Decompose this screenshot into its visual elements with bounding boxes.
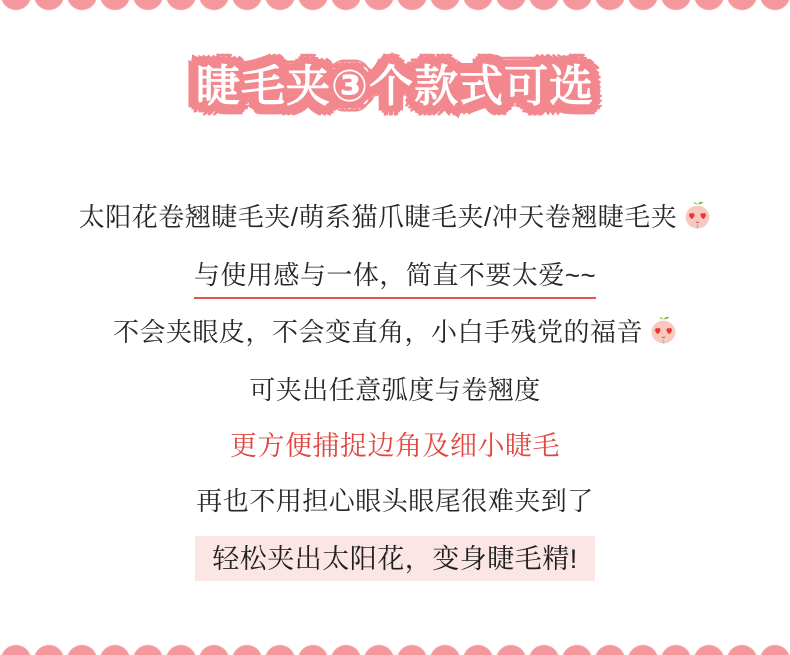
- scallop-border-top: [0, 0, 790, 13]
- highlight-slogan: 轻松夹出太阳花，变身睫毛精!: [195, 536, 595, 581]
- desc-line-styles-text: 太阳花卷翘睫毛夹/萌系猫爪睫毛夹/冲天卷翘睫毛夹: [78, 202, 678, 232]
- title-row: [0, 52, 790, 122]
- desc-line-corner: [0, 429, 790, 463]
- desc-line-feel-text: 与使用感与一体，简直不要太爱~~: [194, 258, 596, 299]
- desc-line-beginner-text: 不会夹眼皮，不会变直角，小白手残党的福音: [112, 317, 643, 347]
- heart-eyes-peach-emoji: [650, 316, 677, 345]
- desc-line-curl-text: 可夹出任意弧度与卷翘度: [249, 375, 541, 405]
- desc-line-worry-text: 再也不用担心眼头眼尾很难夹到了: [196, 486, 594, 516]
- desc-line-corner-text: 更方便捕捉边角及细小睫毛: [230, 431, 560, 461]
- desc-line-feel: [0, 258, 790, 299]
- desc-line-curl: [0, 373, 790, 407]
- heart-eyes-peach-emoji: [684, 201, 711, 230]
- desc-line-worry: [0, 484, 790, 518]
- highlight-row: [0, 536, 790, 581]
- desc-line-beginner: [0, 315, 790, 349]
- scallop-border-bottom: [0, 642, 790, 655]
- desc-line-styles: [0, 200, 790, 234]
- page-title: 睫毛夹③个款式可选 睫毛夹③个款式可选: [196, 52, 594, 122]
